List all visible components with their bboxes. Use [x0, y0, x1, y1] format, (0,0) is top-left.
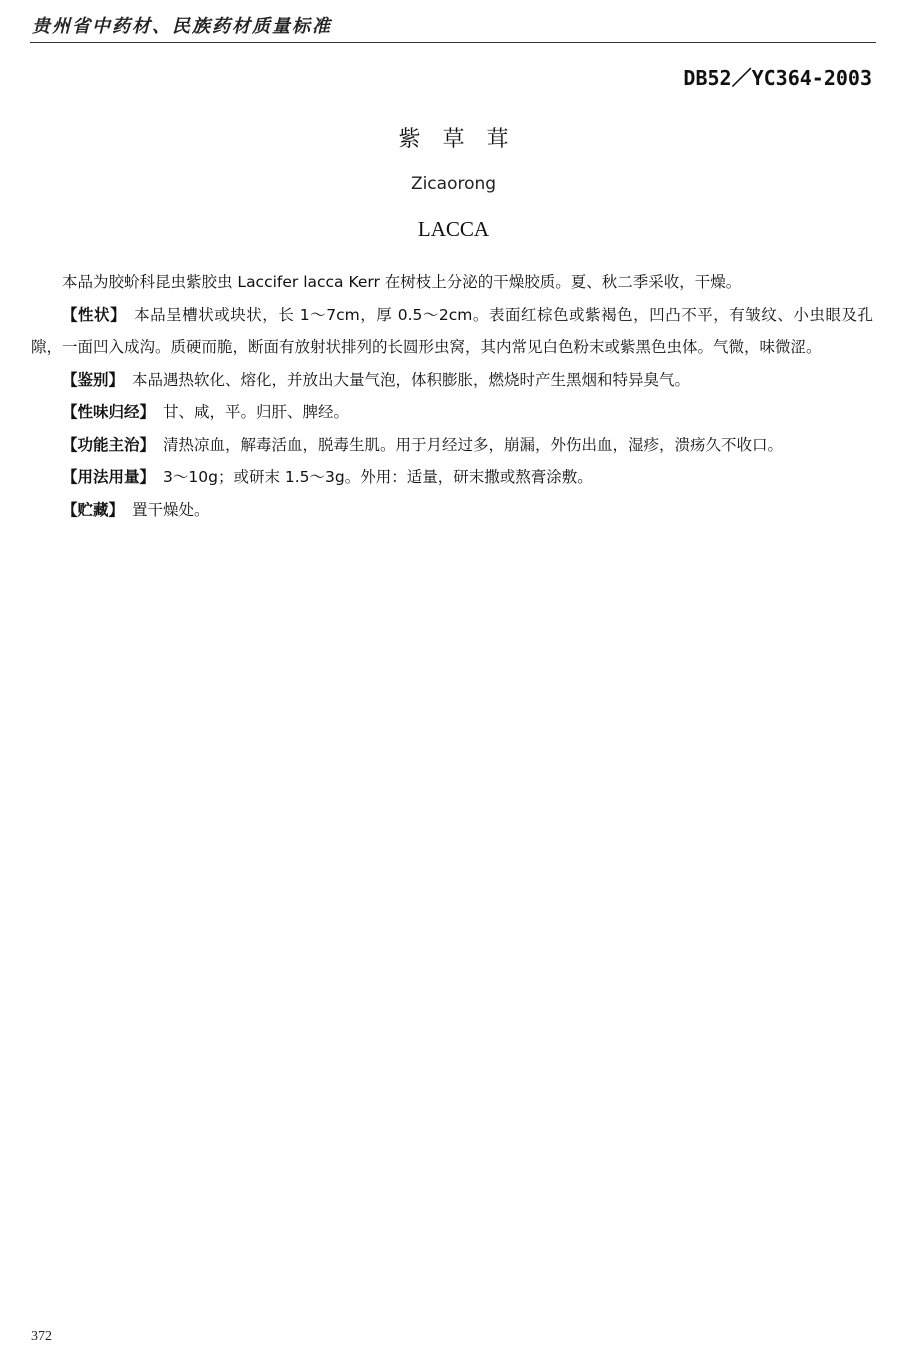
section-label-dosage: 【用法用量】	[62, 468, 156, 486]
section-label-appearance: 【性状】	[62, 305, 127, 324]
section-appearance	[31, 299, 873, 364]
page-number: 372	[31, 1329, 52, 1344]
section-label-storage: 【贮藏】	[62, 500, 125, 519]
header-title: 贵州省中药材、民族药材质量标准	[32, 16, 332, 37]
monograph-title-chinese: 紫草茸	[398, 127, 531, 152]
section-text-identification: 本品遇热软化、熔化，并放出大量气泡，体积膨胀，燃烧时产生黑烟和特异臭气。	[132, 370, 691, 389]
standard-code: DB52／YC364-2003	[683, 66, 872, 90]
section-dosage	[31, 461, 873, 494]
intro-paragraph: 本品为胶蚧科昆虫紫胶虫 Laccifer lacca Kerr 在树枝上分泌的干燥胶质。夏、秋二季采收，干燥。	[62, 273, 742, 291]
section-identification	[31, 364, 873, 397]
header-divider	[30, 42, 876, 43]
section-label-identification: 【鉴别】	[62, 370, 125, 389]
monograph-title-latin: LACCA	[417, 217, 490, 241]
monograph-title-pinyin: Zicaorong	[410, 174, 497, 194]
section-storage	[31, 494, 873, 527]
section-text-storage: 置干燥处。	[132, 500, 210, 519]
section-text-nature: 甘、咸，平。归肝、脾经。	[163, 403, 350, 421]
section-text-functions: 清热凉血，解毒活血，脱毒生肌。用于月经过多，崩漏，外伤出血，湿疹，溃疡久不收口。	[163, 435, 784, 454]
section-label-functions: 【功能主治】	[62, 435, 156, 454]
section-text-appearance: 本品呈槽状或块状，长 1～7cm，厚 0.5～2cm。表面红棕色或紫褐色，凹凸不平，有皱纹、小虫眼及孔隙，一面凹入成沟。质硬而脆，断面有放射状排列的长圆形虫窝，其内常见白色粉末或紫黑色虫体。气微，味微涩。	[31, 305, 873, 356]
section-text-dosage: 3～10g；或研末 1.5～3g。外用：适量，研末撒或熬膏涂敷。	[163, 468, 593, 486]
monograph-body	[31, 266, 873, 526]
section-functions	[31, 429, 873, 462]
section-nature	[31, 396, 873, 429]
section-label-nature: 【性味归经】	[62, 403, 156, 421]
